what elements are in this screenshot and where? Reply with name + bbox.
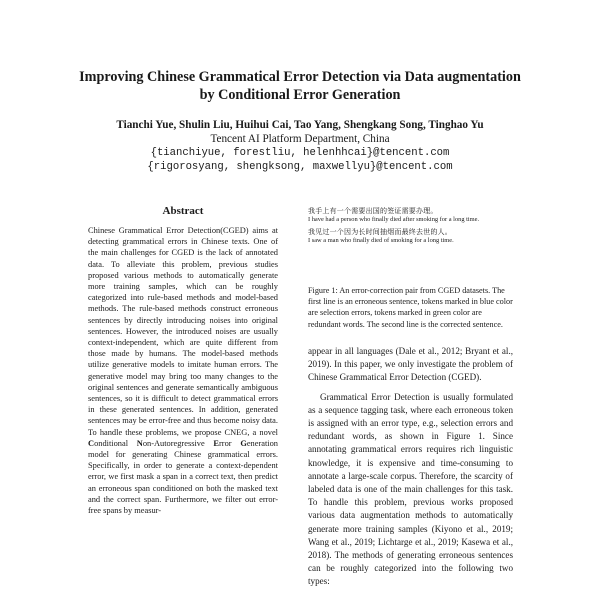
figure-erroneous-sentence-en: I have had a person who finally died after smoking for a long time. xyxy=(308,216,480,223)
abstract-bold-e: E xyxy=(213,438,220,448)
email-line-1: {tianchiyue, forestliu, helenhhcai}@tencent.com xyxy=(150,147,450,159)
abstract-bold-n: N xyxy=(136,438,143,448)
body-paragraph-1: appear in all languages (Dale et al., 2012; Bryant et al., 2019). In this paper, we only investigate the problem of Chinese Grammatical Error Detection (CGED). xyxy=(308,346,513,383)
abstract-bold-c: C xyxy=(88,438,95,448)
body-column-2 xyxy=(308,345,513,589)
abstract-heading: Abstract xyxy=(162,205,204,217)
figure-caption: Figure 1: An error-correction pair from CGED datasets. The first line is an erroneous sentence, tokens marked in blue color are selection errors, tokens marked in green color are redundant words. The second line is the corrected sentence. xyxy=(308,286,513,329)
abstract-text-rror: rror xyxy=(219,438,241,448)
abstract-bold-g: G xyxy=(240,438,247,448)
paper-title xyxy=(60,68,540,104)
title-line-1: Improving Chinese Grammatical Error Detection via Data augmentation xyxy=(79,69,521,85)
abstract-text-onditional: onditional xyxy=(94,438,137,448)
affiliation: Tencent AI Platform Department, China xyxy=(210,133,390,145)
email-line-2: {rigorosyang, shengksong, maxwellyu}@tencent.com xyxy=(147,161,453,173)
abstract-body xyxy=(88,225,278,516)
abstract-text-part2: eneration model for generating Chinese grammatical errors. Specifically, in order to generate a context-dependent error, we first mask a span in a correct text, then predict an erroneous span conditioned on both the masked text and the correct span. Furthermore, we filter out error-free spans by measur- xyxy=(88,438,278,516)
figure-1 xyxy=(308,207,513,245)
abstract-text-part1: Chinese Grammatical Error Detection(CGED) aims at detecting grammatical errors in Chinese texts. One of the main challenges for CGED is the lack of annotated data. To alleviate this problem, previous studies proposed various methods to automatically generate more training samples, which can be roughly categorized into rule-based methods and model-based methods. The rule-based methods construct erroneous sentences by directly introducing noises into original sentences. However, the introduced noises are usually context-independent, which are quite different from those made by humans. The model-based methods utilize generative models to imitate human errors. The generative model may bring too many changes to the original sentences and generate semantically ambiguous sentences, so it is difficult to detect grammatical errors in these generated sentences. In addition, generated sentences may be error-free and thus become noisy data. To handle these problems, we propose CNEG, a novel xyxy=(88,226,278,437)
body-paragraph-2: Grammatical Error Detection is usually formulated as a sequence tagging task, where each erroneous token is assigned with an error type, e.g., selection errors and redundant words, as shown in Figure 1. Since annotating grammatical errors requires rich linguistic knowledge, it is expensive and time-consuming to annotate a large-scale corpus. Therefore, the scarcity of labeled data is one of the main challenges for this task. To handle this problem, previous works proposed various data augmentation methods to automatically generate more training samples (Kiyono et al., 2019; Wang et al., 2019; Lichtarge et al., 2019; Kasewa et al., 2018). The methods of generating erroneous sentences can be roughly categorized into the following two types: xyxy=(308,391,513,587)
figure-corrected-sentence-en: I saw a man who finally died of smoking for a long time. xyxy=(308,237,454,245)
title-line-2: by Conditional Error Generation xyxy=(199,87,401,103)
figure-erroneous-sentence-zh: 我手上有一个需要出国的签证需要办理。 xyxy=(308,207,438,215)
figure-corrected-sentence-zh: 我见过一个因为长时间抽烟而最终去世的人。 xyxy=(308,228,452,237)
author-list: Tianchi Yue, Shulin Liu, Huihui Cai, Tao Yang, Shengkang Song, Tinghao Yu xyxy=(116,119,484,131)
abstract-text-on-autoregressive: on-Autoregressive xyxy=(142,438,214,448)
